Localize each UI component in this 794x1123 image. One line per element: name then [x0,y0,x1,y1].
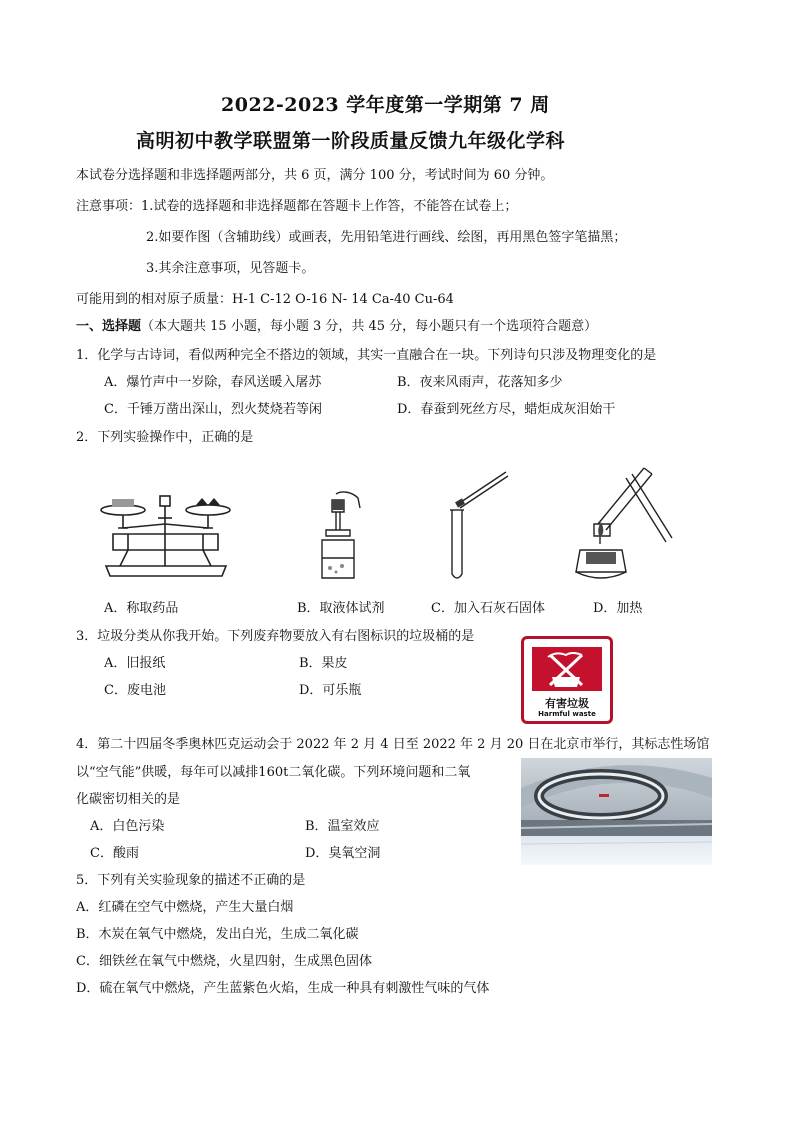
section-label: 一、选择题 [76,319,142,334]
q5-option-a: A．红磷在空气中燃烧，产生大量白烟 [76,900,294,915]
q4-option-a: A．白色污染 [90,819,165,834]
title-line-1: 2022-2023 学年度第一学期第 7 周 [221,94,550,116]
q1-stem: 1．化学与古诗词，看似两种完全不搭边的领域，其实一直融合在一块。下列诗句只涉及物理变化的是 [76,348,657,363]
title-line-2: 高明初中教学联盟第一阶段质量反馈九年级化学科 [136,130,566,152]
test-tube-figure [440,470,520,586]
q1-option-b: B．夜来风雨声，花落知多少 [397,375,563,390]
q4-option-d: D．臭氧空洞 [305,846,381,861]
section-desc: （本大题共 15 小题，每小题 3 分，共 45 分，每小题只有一个选项符合题意） [141,319,598,334]
q2-option-a: A．称取药品 [104,601,179,616]
balance-figure [98,488,236,584]
atomic-masses: 可能用到的相对原子质量：H-1 C-12 O-16 N- 14 Ca-40 Cu-64 [76,292,454,307]
q1-option-d: D．春蚕到死丝方尽，蜡炬成灰泪始干 [397,402,616,417]
q1-option-a: A．爆竹声中一岁除，春风送暖入屠苏 [104,375,322,390]
q2-option-c: C．加入石灰石固体 [431,601,545,616]
q3-stem: 3．垃圾分类从你我开始。下列废弃物要放入有右图标识的垃圾桶的是 [76,629,475,644]
note-3: 3.其余注意事项，见答题卡。 [146,261,315,276]
q4-stem-line-3: 化碳密切相关的是 [76,792,181,807]
harmful-waste-sign [521,636,613,724]
q4-stem-line-2: 以“空气能”供暖，每年可以减排160t二氧化碳。下列环境问题和二氧 [76,765,471,780]
q4-option-c: C．酸雨 [90,846,139,861]
q4-option-b: B．温室效应 [305,819,380,834]
ice-stadium-photo [521,758,712,865]
q2-option-d: D．加热 [593,601,643,616]
q5-option-d: D．硫在氧气中燃烧，产生蓝紫色火焰，生成一种具有刺激性气味的气体 [76,981,490,996]
q5-option-b: B．木炭在氧气中燃烧，发出白光，生成二氧化碳 [76,927,359,942]
sign-label-cn: 有害垃圾 [545,697,589,710]
q3-option-d: D．可乐瓶 [299,683,362,698]
section-heading [76,319,597,335]
dropper-bottle-figure [308,488,368,584]
note-1: 注意事项：1.试卷的选择题和非选择题都在答题卡上作答，不能答在试卷上； [76,199,518,214]
exam-intro: 本试卷分选择题和非选择题两部分，共 6 页，满分 100 分，考试时间为 60 分钟。 [76,168,554,183]
note-2: 2.如要作图（含辅助线）或画表，先用铅笔进行画线、绘图，再用黑色签字笔描黑； [146,230,627,245]
q5-stem: 5．下列有关实验现象的描述不正确的是 [76,873,306,888]
q2-stem: 2．下列实验操作中，正确的是 [76,430,254,445]
heating-figure [566,462,676,590]
q3-option-b: B．果皮 [299,656,348,671]
q2-option-b: B．取液体试剂 [297,601,385,616]
q1-option-c: C．千锤万凿出深山，烈火焚烧若等闲 [104,402,322,417]
sign-label-en: Harmful waste [538,710,596,718]
q5-option-c: C．细铁丝在氧气中燃烧，火星四射，生成黑色固体 [76,954,372,969]
q3-option-a: A．旧报纸 [104,656,166,671]
harmful-waste-icon [532,647,602,691]
q4-stem-line-1: 4．第二十四届冬季奥林匹克运动会于 2022 年 2 月 4 日至 2022 年 2 月 20 日在北京市举行，其标志性场馆 [76,737,710,752]
q3-option-c: C．废电池 [104,683,166,698]
